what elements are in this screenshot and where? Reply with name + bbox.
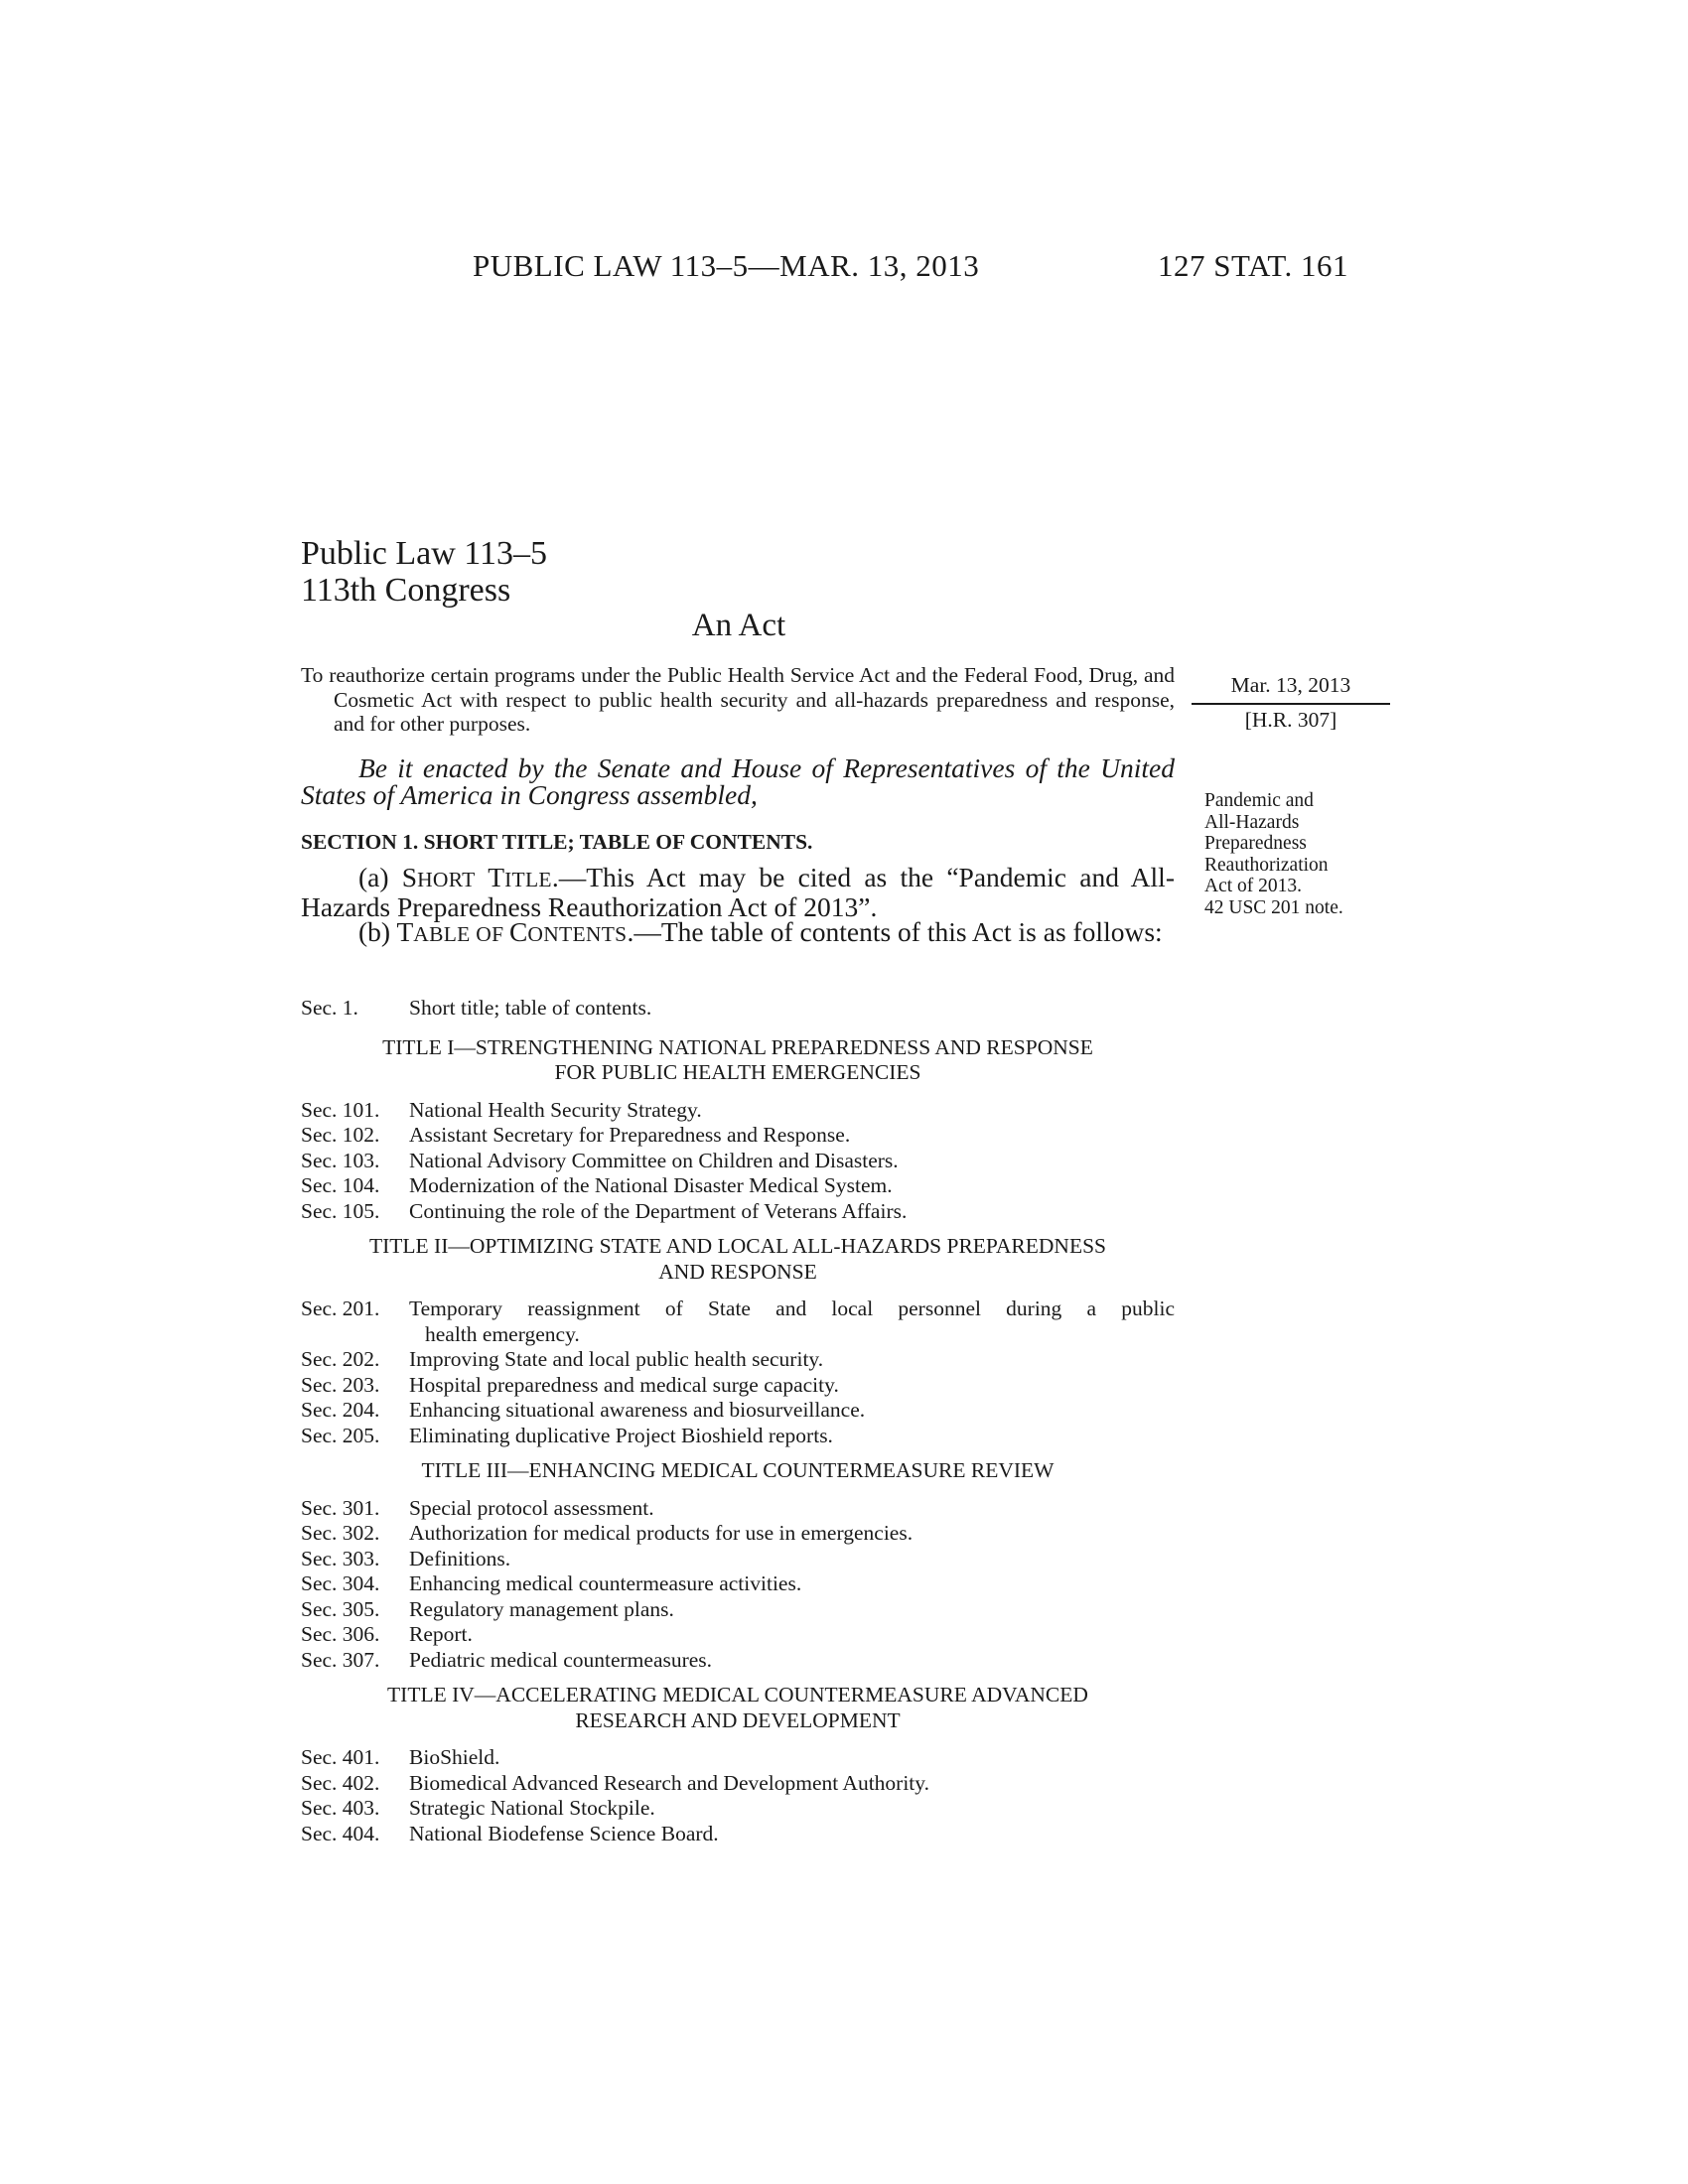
toc-entry — [301, 1571, 1175, 1597]
toc-section-number: Sec. 103. — [301, 1148, 380, 1172]
toc-entry — [301, 1745, 1175, 1771]
running-head: PUBLIC LAW 113–5—MAR. 13, 2013 — [473, 248, 980, 283]
toc-section-number: Sec. 403. — [301, 1796, 380, 1820]
toc-entry — [301, 1648, 1175, 1674]
margin-note-line: Pandemic and — [1204, 790, 1314, 811]
toc-section-number: Sec. 303. — [301, 1546, 380, 1570]
toc-section-title: Enhancing situational awareness and biosurveillance. — [409, 1398, 866, 1422]
para-text: .—The table of contents of this Act is as follows: — [627, 916, 1163, 947]
toc-entry — [301, 1424, 1175, 1449]
toc-section-number: Sec. 404. — [301, 1821, 380, 1845]
toc-section-title: Biomedical Advanced Research and Development Authority. — [409, 1770, 930, 1795]
margin-note — [1204, 790, 1403, 918]
toc-entry — [301, 1398, 1175, 1424]
toc-section-number: Sec. 101. — [301, 1097, 380, 1122]
act-purpose: To reauthorize certain programs under the Public Health Service Act and the Federal Food, Drug, and Cosmetic Act with respect to public health security and all-hazards preparedness and response, and for other purposes. — [301, 663, 1175, 736]
table-of-contents — [301, 996, 1175, 1846]
toc-title-line: FOR PUBLIC HEALTH EMERGENCIES — [554, 1060, 921, 1084]
toc-section-title: Strategic National Stockpile. — [409, 1796, 655, 1820]
toc-entry — [301, 1796, 1175, 1822]
toc-section-number: Sec. 301. — [301, 1495, 380, 1520]
congress: 113th Congress — [301, 572, 511, 609]
toc-section-title: Temporary reassignment of State and local personnel during a public — [409, 1297, 1175, 1320]
caption-cap: T — [475, 862, 505, 892]
toc-title-heading — [301, 1458, 1175, 1484]
toc-section-title: Improving State and local public health security. — [409, 1347, 824, 1371]
toc-title-line: AND RESPONSE — [658, 1259, 817, 1284]
toc-section-number: Sec. 205. — [301, 1423, 380, 1447]
toc-section-title: Report. — [409, 1622, 473, 1646]
toc-section-number: Sec. 307. — [301, 1647, 380, 1672]
toc-section-number: Sec. 202. — [301, 1347, 380, 1371]
caption-smallcaps: ITLE — [504, 868, 552, 891]
toc-entry — [301, 1622, 1175, 1648]
toc-section-number: Sec. 203. — [301, 1372, 380, 1397]
stat-citation: 127 STAT. 161 — [1158, 248, 1349, 283]
toc-section-number: Sec. 305. — [301, 1596, 380, 1621]
toc-title-line: TITLE II—OPTIMIZING STATE AND LOCAL ALL-HAZARDS PREPAREDNESS — [368, 1234, 1106, 1258]
toc-section-title: Pediatric medical countermeasures. — [409, 1647, 713, 1672]
toc-section-number: Sec. 304. — [301, 1571, 380, 1595]
margin-divider — [1192, 703, 1390, 705]
toc-entry — [301, 1347, 1175, 1373]
para-label: (a) — [358, 862, 402, 892]
toc-entry — [301, 1098, 1175, 1124]
toc-title-line: TITLE III—ENHANCING MEDICAL COUNTERMEASURE REVIEW — [421, 1458, 1055, 1482]
toc-section-title: Hospital preparedness and medical surge capacity. — [409, 1372, 839, 1397]
toc-section-title: National Advisory Committee on Children and Disasters. — [409, 1148, 899, 1172]
toc-section-title: Enhancing medical countermeasure activities. — [409, 1571, 802, 1595]
toc-section-title: Short title; table of contents. — [409, 996, 652, 1020]
toc-section-number: Sec. 105. — [301, 1198, 380, 1223]
caption-smallcaps: HORT — [417, 868, 476, 891]
toc-section-title: National Biodefense Science Board. — [409, 1821, 719, 1845]
toc-entry — [301, 996, 1175, 1022]
margin-date: Mar. 13, 2013 — [1230, 673, 1351, 697]
toc-section-number: Sec. 102. — [301, 1123, 380, 1147]
toc-section-title: National Health Security Strategy. — [409, 1097, 702, 1122]
para-label: (b) — [358, 916, 397, 947]
section-heading: SECTION 1. SHORT TITLE; TABLE OF CONTENTS. — [301, 830, 813, 854]
toc-section-number: Sec. 204. — [301, 1398, 380, 1422]
toc-section-number: Sec. 201. — [301, 1297, 380, 1320]
toc-title-heading — [301, 1683, 1175, 1733]
toc-section-number: Sec. 302. — [301, 1521, 380, 1545]
toc-title-line: TITLE I—STRENGTHENING NATIONAL PREPAREDNESS AND RESPONSE — [382, 1034, 1093, 1059]
margin-note-line: Reauthorization — [1204, 854, 1329, 876]
toc-entry — [301, 1496, 1175, 1522]
margin-note-line: Act of 2013. — [1204, 876, 1303, 896]
toc-entry — [301, 1521, 1175, 1547]
toc-entry — [301, 1547, 1175, 1572]
toc-entry — [301, 1297, 1175, 1347]
toc-section-title-continued: health emergency. — [425, 1321, 580, 1346]
toc-entry — [301, 1822, 1175, 1847]
toc-section-title: Eliminating duplicative Project Bioshield reports. — [409, 1423, 833, 1447]
toc-entry — [301, 1149, 1175, 1174]
law-number: Public Law 113–5 — [301, 535, 548, 572]
paragraph-short-title — [301, 864, 1175, 920]
toc-section-title: Authorization for medical products for use in emergencies. — [409, 1521, 914, 1545]
toc-section-title: Special protocol assessment. — [409, 1495, 654, 1520]
toc-section-number: Sec. 306. — [301, 1622, 380, 1646]
caption-smallcaps: ONTENTS — [527, 922, 628, 946]
toc-section-title: Assistant Secretary for Preparedness and Response. — [409, 1123, 851, 1147]
toc-entry — [301, 1173, 1175, 1199]
caption-smallcaps: ABLE OF — [413, 922, 510, 946]
toc-section-title: Definitions. — [409, 1546, 511, 1570]
margin-note-line: 42 USC 201 note. — [1204, 896, 1343, 918]
caption-cap: C — [509, 916, 528, 947]
toc-title-heading — [301, 1035, 1175, 1086]
toc-section-title: BioShield. — [409, 1745, 500, 1769]
toc-entry — [301, 1771, 1175, 1797]
para-text: .—This Act may be cited as the “Pandemic and All-Hazards Preparedness Reauthorization Act of 2013”. — [301, 862, 1175, 922]
toc-title-heading — [301, 1234, 1175, 1285]
toc-section-title: Modernization of the National Disaster Medical System. — [409, 1173, 893, 1197]
caption-cap: T — [396, 916, 414, 947]
caption-cap: S — [401, 862, 418, 892]
toc-entry — [301, 1373, 1175, 1399]
toc-section-number: Sec. 1. — [301, 996, 358, 1020]
toc-section-number: Sec. 104. — [301, 1173, 380, 1197]
toc-title-line: RESEARCH AND DEVELOPMENT — [575, 1707, 901, 1732]
toc-section-number: Sec. 402. — [301, 1770, 380, 1795]
margin-note-line: Preparedness — [1204, 833, 1307, 854]
enacting-clause: Be it enacted by the Senate and House of Representatives of the United States of America in Congress assembled, — [301, 752, 1175, 810]
toc-entry — [301, 1123, 1175, 1149]
toc-entry — [301, 1597, 1175, 1623]
toc-section-title: Regulatory management plans. — [409, 1596, 674, 1621]
toc-entry — [301, 1199, 1175, 1225]
toc-title-line: TITLE IV—ACCELERATING MEDICAL COUNTERMEASURE ADVANCED — [387, 1683, 1088, 1706]
margin-note-line: All-Hazards — [1204, 811, 1300, 833]
margin-bill-number: [H.R. 307] — [1244, 708, 1337, 732]
toc-section-title: Continuing the role of the Department of Veterans Affairs. — [409, 1198, 908, 1223]
paragraph-table-of-contents — [301, 918, 1175, 948]
toc-section-number: Sec. 401. — [301, 1745, 380, 1769]
act-heading: An Act — [691, 608, 786, 643]
